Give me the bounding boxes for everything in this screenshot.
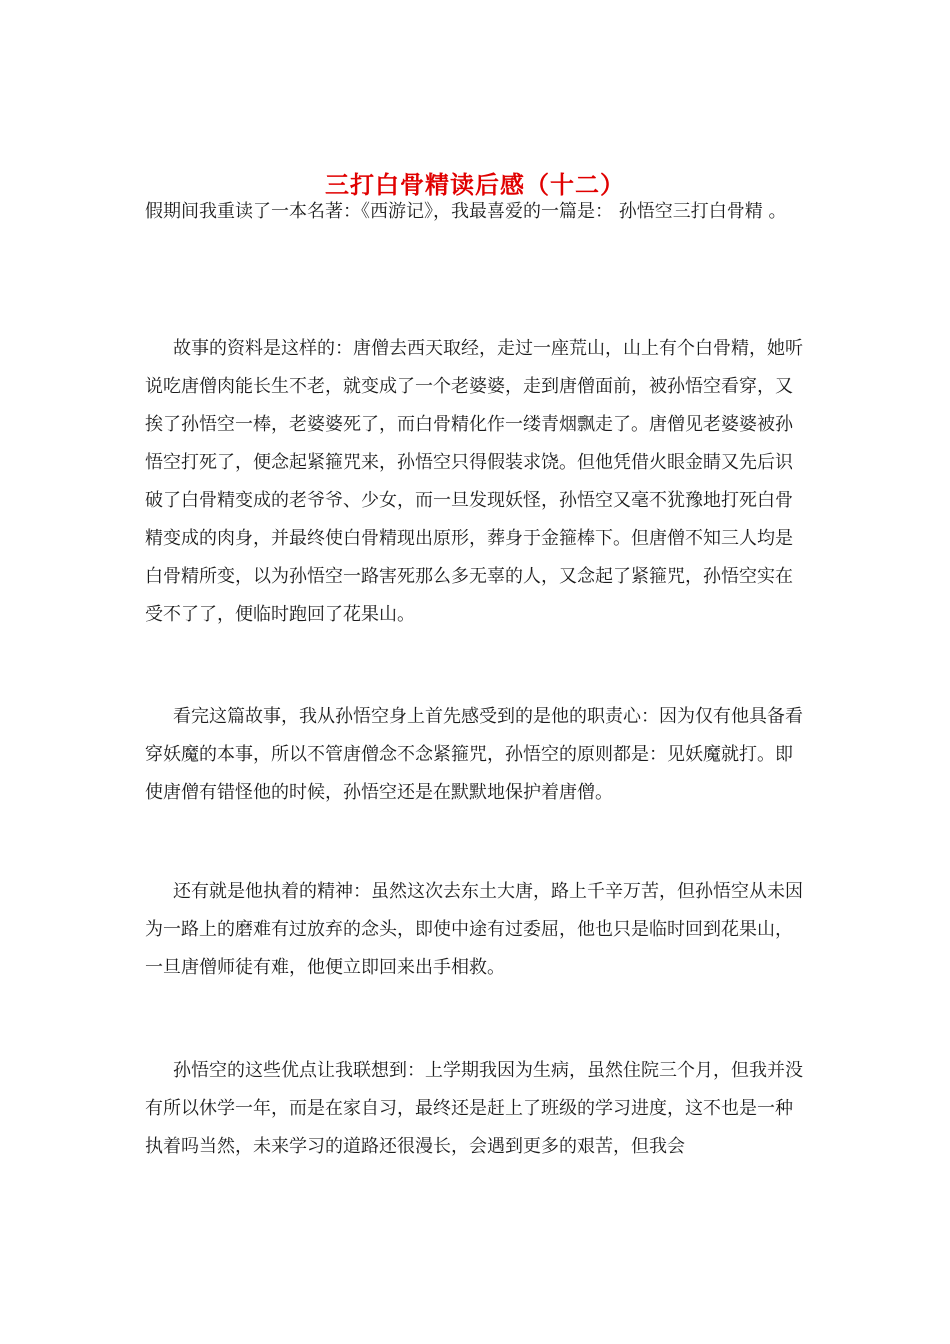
paragraph-perseverance: 还有就是他执着的精神：虽然这次去东土大唐，路上千辛万苦，但孙悟空从未因为一路上的磨难有过放弃的念头，即使中途有过委屈，他也只是临时回到花果山，一旦唐僧师徒有难，他便立即回来出手相救。 [145,881,803,978]
paragraph-story: 故事的资料是这样的：唐僧去西天取经，走过一座荒山，山上有个白骨精，她听说吃唐僧肉能长生不老，就变成了一个老婆婆，走到唐僧面前，被孙悟空看穿，又挨了孙悟空一棒，老婆婆死了，而白骨精化作一缕青烟飘走了。唐僧见老婆婆被孙悟空打死了，便念起紧箍咒来，孙悟空只得假装求饶。但他凭借火眼金睛又先后识破了白骨精变成的老爷爷、少女，而一旦发现妖怪，孙悟空又毫不犹豫地打死白骨精变成的肉身，并最终使白骨精现出原形，葬身于金箍棒下。但唐僧不知三人均是白骨精所变，以为孙悟空一路害死那么多无辜的人，又念起了紧箍咒，孙悟空实在受不了了，便临时跑回了花果山。 [145,338,803,625]
document-title: 三打白骨精读后感（十二） [325,170,625,200]
paragraph-intro: 假期间我重读了一本名著：《西游记》，我最喜爱的一篇是： 孙悟空三打白骨精 。 [145,201,787,222]
paragraph-responsibility: 看完这篇故事，我从孙悟空身上首先感受到的是他的职责心：因为仅有他具备看穿妖魔的本事，所以不管唐僧念不念紧箍咒，孙悟空的原则都是：见妖魔就打。即使唐僧有错怪他的时候，孙悟空还是在默默地保护着唐僧。 [145,706,803,803]
paragraph-reflection: 孙悟空的这些优点让我联想到：上学期我因为生病，虽然住院三个月，但我并没有所以休学一年，而是在家自习，最终还是赶上了班级的学习进度，这不也是一种执着吗当然，未来学习的道路还很漫长，会遇到更多的艰苦，但我会 [145,1060,803,1157]
